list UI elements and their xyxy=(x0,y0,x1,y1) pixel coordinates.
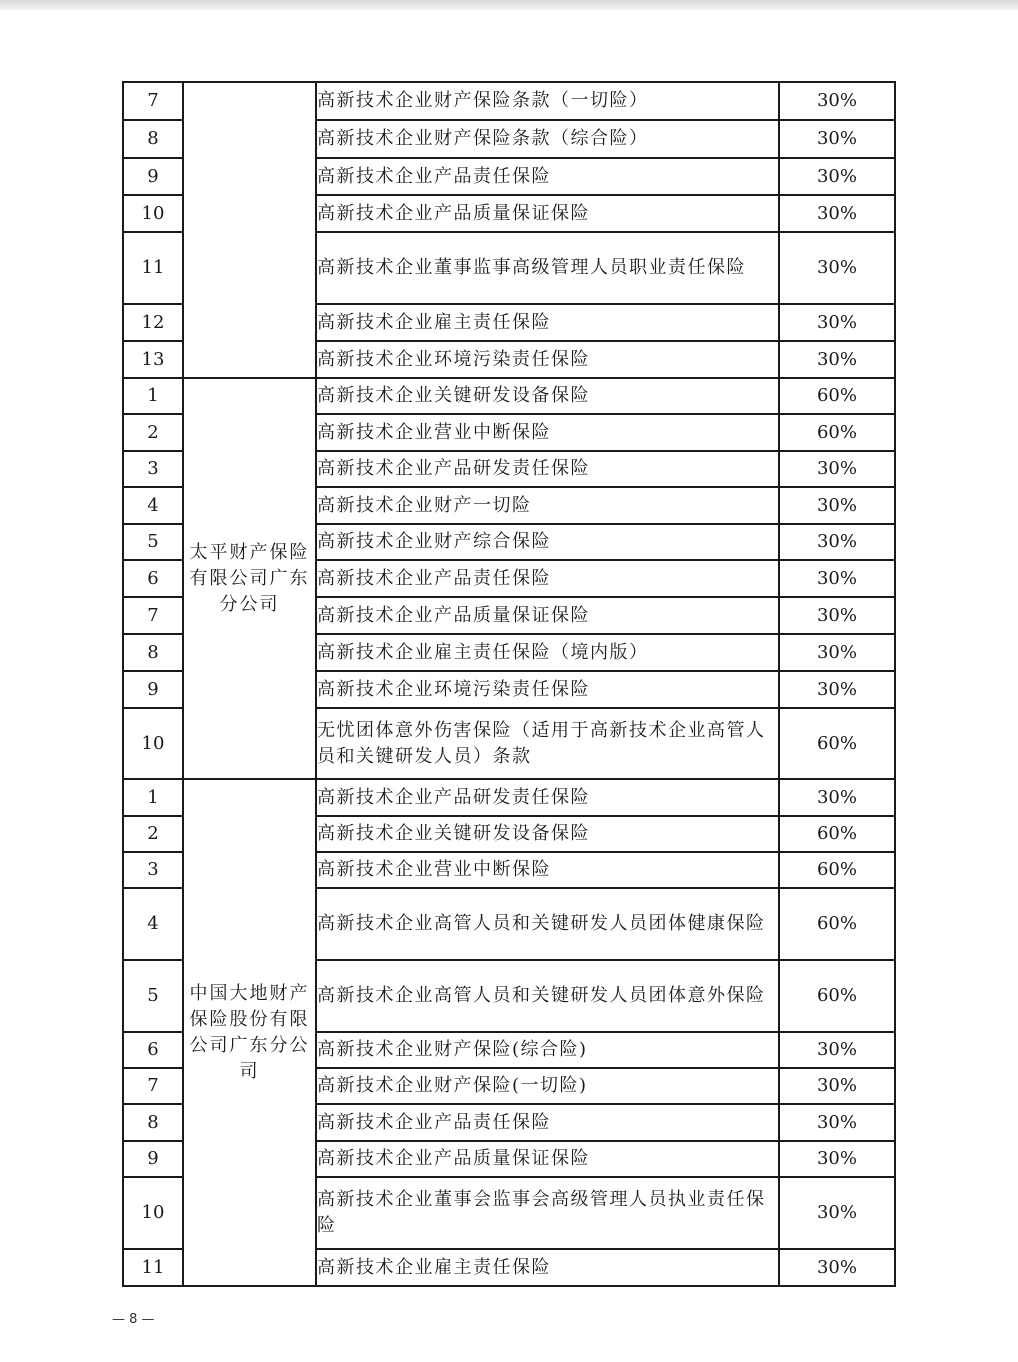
row-number: 7 xyxy=(123,597,183,634)
subsidy-ratio: 30% xyxy=(779,1032,895,1068)
subsidy-ratio: 30% xyxy=(779,158,895,195)
subsidy-ratio: 30% xyxy=(779,1141,895,1177)
row-number: 7 xyxy=(123,1068,183,1104)
product-name: 高新技术企业雇主责任保险 xyxy=(316,304,779,341)
product-name: 高新技术企业关键研发设备保险 xyxy=(316,816,779,852)
row-number: 3 xyxy=(123,852,183,888)
product-name: 高新技术企业关键研发设备保险 xyxy=(316,378,779,414)
product-name: 高新技术企业财产保险(综合险) xyxy=(316,1032,779,1068)
top-shadow-bar xyxy=(0,0,1018,10)
product-name: 高新技术企业产品质量保证保险 xyxy=(316,1141,779,1177)
row-number: 10 xyxy=(123,195,183,232)
subsidy-ratio: 60% xyxy=(779,816,895,852)
subsidy-ratio: 30% xyxy=(779,524,895,560)
company-name: 中国大地财产保险股份有限公司广东分公司 xyxy=(183,779,316,1286)
row-number: 4 xyxy=(123,487,183,524)
table-body xyxy=(123,82,895,1286)
subsidy-ratio: 30% xyxy=(779,671,895,708)
page-number: — 8 — xyxy=(112,1312,155,1327)
subsidy-ratio: 60% xyxy=(779,378,895,414)
product-name: 高新技术企业高管人员和关键研发人员团体健康保险 xyxy=(316,888,779,960)
product-name: 高新技术企业产品责任保险 xyxy=(316,1104,779,1141)
subsidy-ratio: 30% xyxy=(779,304,895,341)
product-name: 高新技术企业产品研发责任保险 xyxy=(316,779,779,816)
product-name: 高新技术企业雇主责任保险（境内版） xyxy=(316,634,779,671)
product-name: 高新技术企业产品责任保险 xyxy=(316,560,779,597)
row-number: 4 xyxy=(123,888,183,960)
row-number: 10 xyxy=(123,1177,183,1249)
product-name: 高新技术企业董事监事高级管理人员职业责任保险 xyxy=(316,232,779,304)
row-number: 1 xyxy=(123,779,183,816)
row-number: 8 xyxy=(123,1104,183,1141)
row-number: 2 xyxy=(123,414,183,451)
row-number: 9 xyxy=(123,158,183,195)
row-number: 12 xyxy=(123,304,183,341)
row-number: 5 xyxy=(123,960,183,1032)
row-number: 7 xyxy=(123,82,183,120)
product-name: 高新技术企业雇主责任保险 xyxy=(316,1249,779,1286)
subsidy-ratio: 30% xyxy=(779,341,895,378)
row-number: 6 xyxy=(123,560,183,597)
row-number: 9 xyxy=(123,671,183,708)
row-number: 6 xyxy=(123,1032,183,1068)
company-name: 太平财产保险有限公司广东分公司 xyxy=(183,378,316,779)
row-number: 1 xyxy=(123,378,183,414)
row-number: 9 xyxy=(123,1141,183,1177)
product-name: 高新技术企业环境污染责任保险 xyxy=(316,671,779,708)
row-number: 3 xyxy=(123,451,183,487)
product-name: 高新技术企业财产保险条款（一切险） xyxy=(316,82,779,120)
product-name: 高新技术企业产品质量保证保险 xyxy=(316,195,779,232)
insurance-products-table xyxy=(122,81,896,1287)
subsidy-ratio: 30% xyxy=(779,120,895,158)
product-name: 高新技术企业财产综合保险 xyxy=(316,524,779,560)
product-name: 高新技术企业营业中断保险 xyxy=(316,414,779,451)
subsidy-ratio: 30% xyxy=(779,634,895,671)
product-name: 高新技术企业产品责任保险 xyxy=(316,158,779,195)
subsidy-ratio: 30% xyxy=(779,82,895,120)
product-name: 高新技术企业财产保险条款（综合险） xyxy=(316,120,779,158)
product-name: 无忧团体意外伤害保险（适用于高新技术企业高管人员和关键研发人员）条款 xyxy=(316,708,779,779)
product-name: 高新技术企业财产一切险 xyxy=(316,487,779,524)
product-name: 高新技术企业产品研发责任保险 xyxy=(316,451,779,487)
product-name: 高新技术企业董事会监事会高级管理人员执业责任保险 xyxy=(316,1177,779,1249)
subsidy-ratio: 30% xyxy=(779,1068,895,1104)
table-row xyxy=(123,378,895,414)
product-name: 高新技术企业营业中断保险 xyxy=(316,852,779,888)
row-number: 11 xyxy=(123,1249,183,1286)
subsidy-ratio: 30% xyxy=(779,1249,895,1286)
subsidy-ratio: 60% xyxy=(779,888,895,960)
product-name: 高新技术企业产品质量保证保险 xyxy=(316,597,779,634)
subsidy-ratio: 60% xyxy=(779,414,895,451)
subsidy-ratio: 30% xyxy=(779,597,895,634)
product-name: 高新技术企业环境污染责任保险 xyxy=(316,341,779,378)
product-name: 高新技术企业高管人员和关键研发人员团体意外保险 xyxy=(316,960,779,1032)
row-number: 13 xyxy=(123,341,183,378)
row-number: 2 xyxy=(123,816,183,852)
subsidy-ratio: 60% xyxy=(779,852,895,888)
subsidy-ratio: 30% xyxy=(779,1177,895,1249)
subsidy-ratio: 30% xyxy=(779,451,895,487)
subsidy-ratio: 30% xyxy=(779,487,895,524)
subsidy-ratio: 30% xyxy=(779,1104,895,1141)
subsidy-ratio: 30% xyxy=(779,560,895,597)
row-number: 10 xyxy=(123,708,183,779)
table-row xyxy=(123,779,895,816)
row-number: 11 xyxy=(123,232,183,304)
subsidy-ratio: 60% xyxy=(779,960,895,1032)
subsidy-ratio: 60% xyxy=(779,708,895,779)
subsidy-ratio: 30% xyxy=(779,779,895,816)
row-number: 5 xyxy=(123,524,183,560)
subsidy-ratio: 30% xyxy=(779,195,895,232)
company-name xyxy=(183,82,316,378)
subsidy-ratio: 30% xyxy=(779,232,895,304)
row-number: 8 xyxy=(123,634,183,671)
table-row xyxy=(123,82,895,120)
product-name: 高新技术企业财产保险(一切险) xyxy=(316,1068,779,1104)
row-number: 8 xyxy=(123,120,183,158)
